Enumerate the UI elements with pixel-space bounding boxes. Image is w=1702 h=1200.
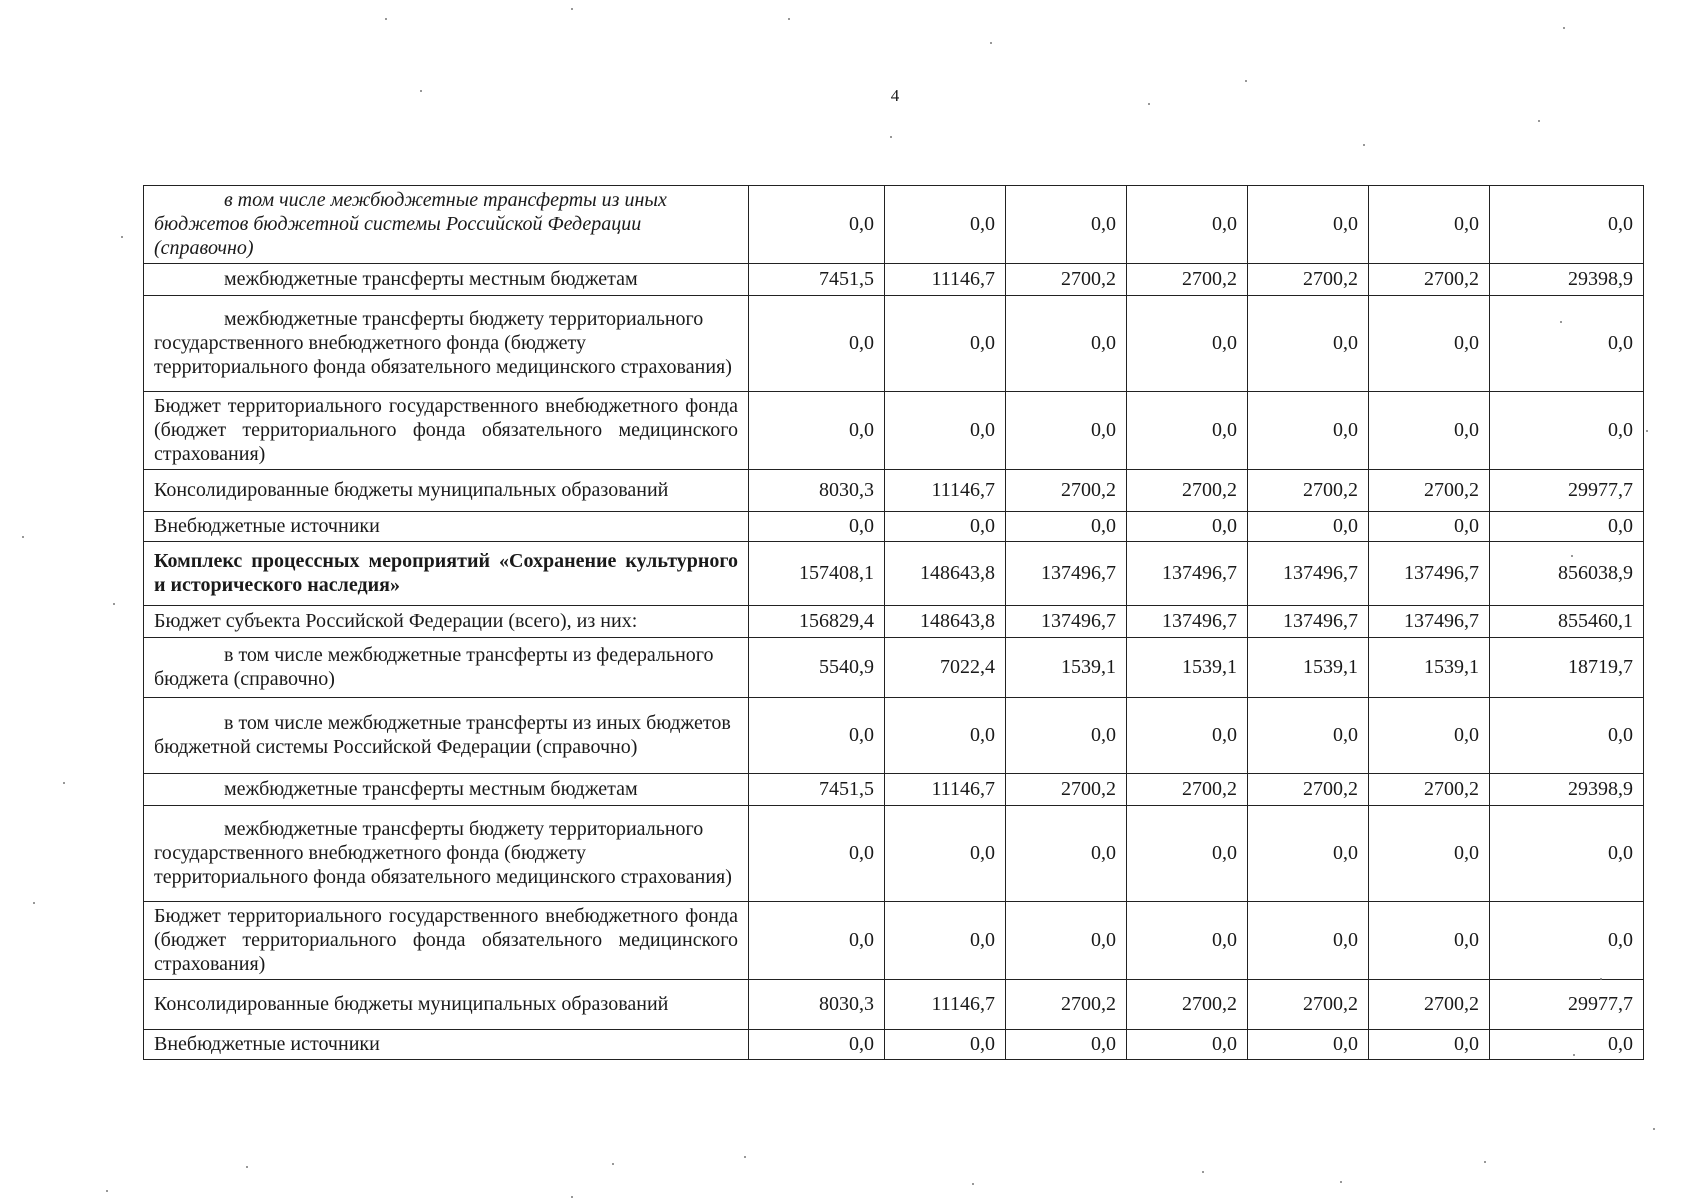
value-cell: 2700,2 (1248, 774, 1369, 806)
table-row (144, 392, 1644, 470)
value-cell: 7022,4 (885, 638, 1006, 698)
total-value-cell: 29398,9 (1490, 264, 1644, 296)
row-label: в том числе межбюджетные трансферты из иных бюджетов бюджетной системы Российской Федерации (справочно) (144, 186, 749, 264)
table-row (144, 512, 1644, 542)
scan-speck (1573, 1054, 1575, 1056)
total-value-cell: 29977,7 (1490, 980, 1644, 1030)
table-row (144, 980, 1644, 1030)
value-cell: 0,0 (1127, 186, 1248, 264)
value-cell: 137496,7 (1248, 542, 1369, 606)
value-cell: 0,0 (1369, 1030, 1490, 1060)
value-cell: 0,0 (1006, 902, 1127, 980)
value-cell: 0,0 (1006, 186, 1127, 264)
value-cell: 0,0 (885, 1030, 1006, 1060)
value-cell: 2700,2 (1369, 774, 1490, 806)
scan-speck (1484, 1161, 1486, 1163)
value-cell: 0,0 (1248, 698, 1369, 774)
total-value-cell: 0,0 (1490, 806, 1644, 902)
scan-speck (420, 90, 422, 92)
scan-speck (1563, 27, 1565, 29)
row-label: межбюджетные трансферты местным бюджетам (144, 264, 749, 296)
value-cell: 11146,7 (885, 470, 1006, 512)
value-cell: 0,0 (1127, 902, 1248, 980)
row-label: Внебюджетные источники (144, 512, 749, 542)
row-label: Комплекс процессных мероприятий «Сохранение культурного и исторического наследия» (144, 542, 749, 606)
scan-speck (990, 42, 992, 44)
value-cell: 0,0 (1369, 512, 1490, 542)
value-cell: 1539,1 (1369, 638, 1490, 698)
total-value-cell: 855460,1 (1490, 606, 1644, 638)
table-row (144, 774, 1644, 806)
row-label: Консолидированные бюджеты муниципальных образований (144, 470, 749, 512)
value-cell: 1539,1 (1127, 638, 1248, 698)
total-value-cell: 856038,9 (1490, 542, 1644, 606)
table-row (144, 542, 1644, 606)
value-cell: 8030,3 (749, 980, 885, 1030)
scan-speck (385, 18, 387, 20)
table-row (144, 806, 1644, 902)
value-cell: 7451,5 (749, 264, 885, 296)
value-cell: 11146,7 (885, 774, 1006, 806)
value-cell: 0,0 (1127, 806, 1248, 902)
budget-table (143, 185, 1644, 1060)
value-cell: 148643,8 (885, 606, 1006, 638)
value-cell: 2700,2 (1369, 264, 1490, 296)
value-cell: 11146,7 (885, 264, 1006, 296)
table-row (144, 186, 1644, 264)
scan-speck (744, 1156, 746, 1158)
scan-speck (22, 536, 24, 538)
value-cell: 0,0 (749, 1030, 885, 1060)
scan-speck (246, 1166, 248, 1168)
scan-speck (1600, 978, 1602, 980)
value-cell: 5540,9 (749, 638, 885, 698)
scan-speck (113, 603, 115, 605)
value-cell: 2700,2 (1248, 470, 1369, 512)
row-label: Бюджет субъекта Российской Федерации (всего), из них: (144, 606, 749, 638)
value-cell: 0,0 (1248, 186, 1369, 264)
value-cell: 8030,3 (749, 470, 885, 512)
value-cell: 0,0 (885, 512, 1006, 542)
value-cell: 0,0 (1369, 902, 1490, 980)
value-cell: 0,0 (1006, 698, 1127, 774)
value-cell: 1539,1 (1248, 638, 1369, 698)
value-cell: 137496,7 (1369, 542, 1490, 606)
value-cell: 2700,2 (1127, 264, 1248, 296)
scan-speck (1340, 1181, 1342, 1183)
scan-speck (106, 1190, 108, 1192)
total-value-cell: 0,0 (1490, 296, 1644, 392)
total-value-cell: 0,0 (1490, 902, 1644, 980)
value-cell: 2700,2 (1127, 470, 1248, 512)
scan-speck (972, 1183, 974, 1185)
value-cell: 0,0 (1369, 296, 1490, 392)
table-row (144, 470, 1644, 512)
value-cell: 0,0 (1248, 806, 1369, 902)
value-cell: 0,0 (1248, 512, 1369, 542)
total-value-cell: 0,0 (1490, 698, 1644, 774)
value-cell: 157408,1 (749, 542, 885, 606)
value-cell: 0,0 (1006, 806, 1127, 902)
value-cell: 0,0 (749, 902, 885, 980)
table-row (144, 638, 1644, 698)
total-value-cell: 0,0 (1490, 1030, 1644, 1060)
row-label: межбюджетные трансферты бюджету территориального государственного внебюджетного фонда (бюджету территориального фонда обязательного медицинского страхования) (144, 806, 749, 902)
value-cell: 0,0 (749, 296, 885, 392)
value-cell: 0,0 (1369, 698, 1490, 774)
scan-speck (1245, 80, 1247, 82)
value-cell: 0,0 (885, 296, 1006, 392)
value-cell: 0,0 (1127, 698, 1248, 774)
value-cell: 0,0 (1006, 392, 1127, 470)
row-label: в том числе межбюджетные трансферты из федерального бюджета (справочно) (144, 638, 749, 698)
total-value-cell: 0,0 (1490, 186, 1644, 264)
scan-speck (1363, 144, 1365, 146)
scan-speck (33, 902, 35, 904)
value-cell: 0,0 (1369, 806, 1490, 902)
value-cell: 0,0 (885, 902, 1006, 980)
value-cell: 0,0 (1248, 1030, 1369, 1060)
scan-speck (571, 8, 573, 10)
value-cell: 148643,8 (885, 542, 1006, 606)
value-cell: 0,0 (885, 698, 1006, 774)
scan-speck (1560, 321, 1562, 323)
value-cell: 137496,7 (1248, 606, 1369, 638)
value-cell: 2700,2 (1006, 264, 1127, 296)
value-cell: 156829,4 (749, 606, 885, 638)
value-cell: 0,0 (1369, 392, 1490, 470)
scan-speck (1202, 1171, 1204, 1173)
value-cell: 0,0 (749, 698, 885, 774)
scan-speck (612, 1163, 614, 1165)
value-cell: 2700,2 (1127, 774, 1248, 806)
value-cell: 137496,7 (1006, 542, 1127, 606)
value-cell: 0,0 (1127, 392, 1248, 470)
value-cell: 7451,5 (749, 774, 885, 806)
value-cell: 137496,7 (1006, 606, 1127, 638)
value-cell: 1539,1 (1006, 638, 1127, 698)
value-cell: 2700,2 (1127, 980, 1248, 1030)
value-cell: 0,0 (1006, 296, 1127, 392)
value-cell: 2700,2 (1369, 980, 1490, 1030)
table-row (144, 296, 1644, 392)
value-cell: 137496,7 (1127, 606, 1248, 638)
value-cell: 0,0 (1127, 512, 1248, 542)
row-label: Бюджет территориального государственного внебюджетного фонда (бюджет территориального фонда обязательного медицинского страхования) (144, 902, 749, 980)
value-cell: 0,0 (1248, 392, 1369, 470)
row-label: межбюджетные трансферты бюджету территориального государственного внебюджетного фонда (бюджету территориального фонда обязательного медицинского страхования) (144, 296, 749, 392)
scan-speck (1653, 1128, 1655, 1130)
scan-speck (1571, 555, 1573, 557)
value-cell: 2700,2 (1006, 980, 1127, 1030)
scan-speck (63, 782, 65, 784)
value-cell: 2700,2 (1248, 980, 1369, 1030)
total-value-cell: 29398,9 (1490, 774, 1644, 806)
row-label: Консолидированные бюджеты муниципальных образований (144, 980, 749, 1030)
table-row (144, 264, 1644, 296)
value-cell: 0,0 (1006, 1030, 1127, 1060)
value-cell: 0,0 (749, 806, 885, 902)
value-cell: 2700,2 (1006, 774, 1127, 806)
page-number: 4 (890, 86, 900, 105)
value-cell: 0,0 (885, 186, 1006, 264)
value-cell: 137496,7 (1369, 606, 1490, 638)
row-label: в том числе межбюджетные трансферты из иных бюджетов бюджетной системы Российской Федерации (справочно) (144, 698, 749, 774)
value-cell: 0,0 (749, 186, 885, 264)
value-cell: 0,0 (1127, 296, 1248, 392)
table-row (144, 1030, 1644, 1060)
value-cell: 2700,2 (1006, 470, 1127, 512)
row-label: Внебюджетные источники (144, 1030, 749, 1060)
scan-speck (121, 236, 123, 238)
scan-speck (1646, 430, 1648, 432)
value-cell: 0,0 (1127, 1030, 1248, 1060)
value-cell: 0,0 (749, 392, 885, 470)
value-cell: 137496,7 (1127, 542, 1248, 606)
value-cell: 0,0 (1369, 186, 1490, 264)
table-row (144, 902, 1644, 980)
scan-speck (1538, 120, 1540, 122)
total-value-cell: 0,0 (1490, 512, 1644, 542)
value-cell: 2700,2 (1248, 264, 1369, 296)
total-value-cell: 18719,7 (1490, 638, 1644, 698)
table-row (144, 698, 1644, 774)
table-body (144, 186, 1644, 1060)
value-cell: 0,0 (885, 806, 1006, 902)
total-value-cell: 29977,7 (1490, 470, 1644, 512)
value-cell: 2700,2 (1369, 470, 1490, 512)
scan-speck (571, 1196, 573, 1198)
scan-speck (788, 18, 790, 20)
value-cell: 0,0 (885, 392, 1006, 470)
value-cell: 0,0 (1006, 512, 1127, 542)
scan-speck (1148, 103, 1150, 105)
value-cell: 0,0 (749, 512, 885, 542)
value-cell: 0,0 (1248, 296, 1369, 392)
scan-speck (890, 136, 892, 138)
total-value-cell: 0,0 (1490, 392, 1644, 470)
value-cell: 11146,7 (885, 980, 1006, 1030)
value-cell: 0,0 (1248, 902, 1369, 980)
row-label: межбюджетные трансферты местным бюджетам (144, 774, 749, 806)
table-row (144, 606, 1644, 638)
row-label: Бюджет территориального государственного внебюджетного фонда (бюджет территориального фонда обязательного медицинского страхования) (144, 392, 749, 470)
